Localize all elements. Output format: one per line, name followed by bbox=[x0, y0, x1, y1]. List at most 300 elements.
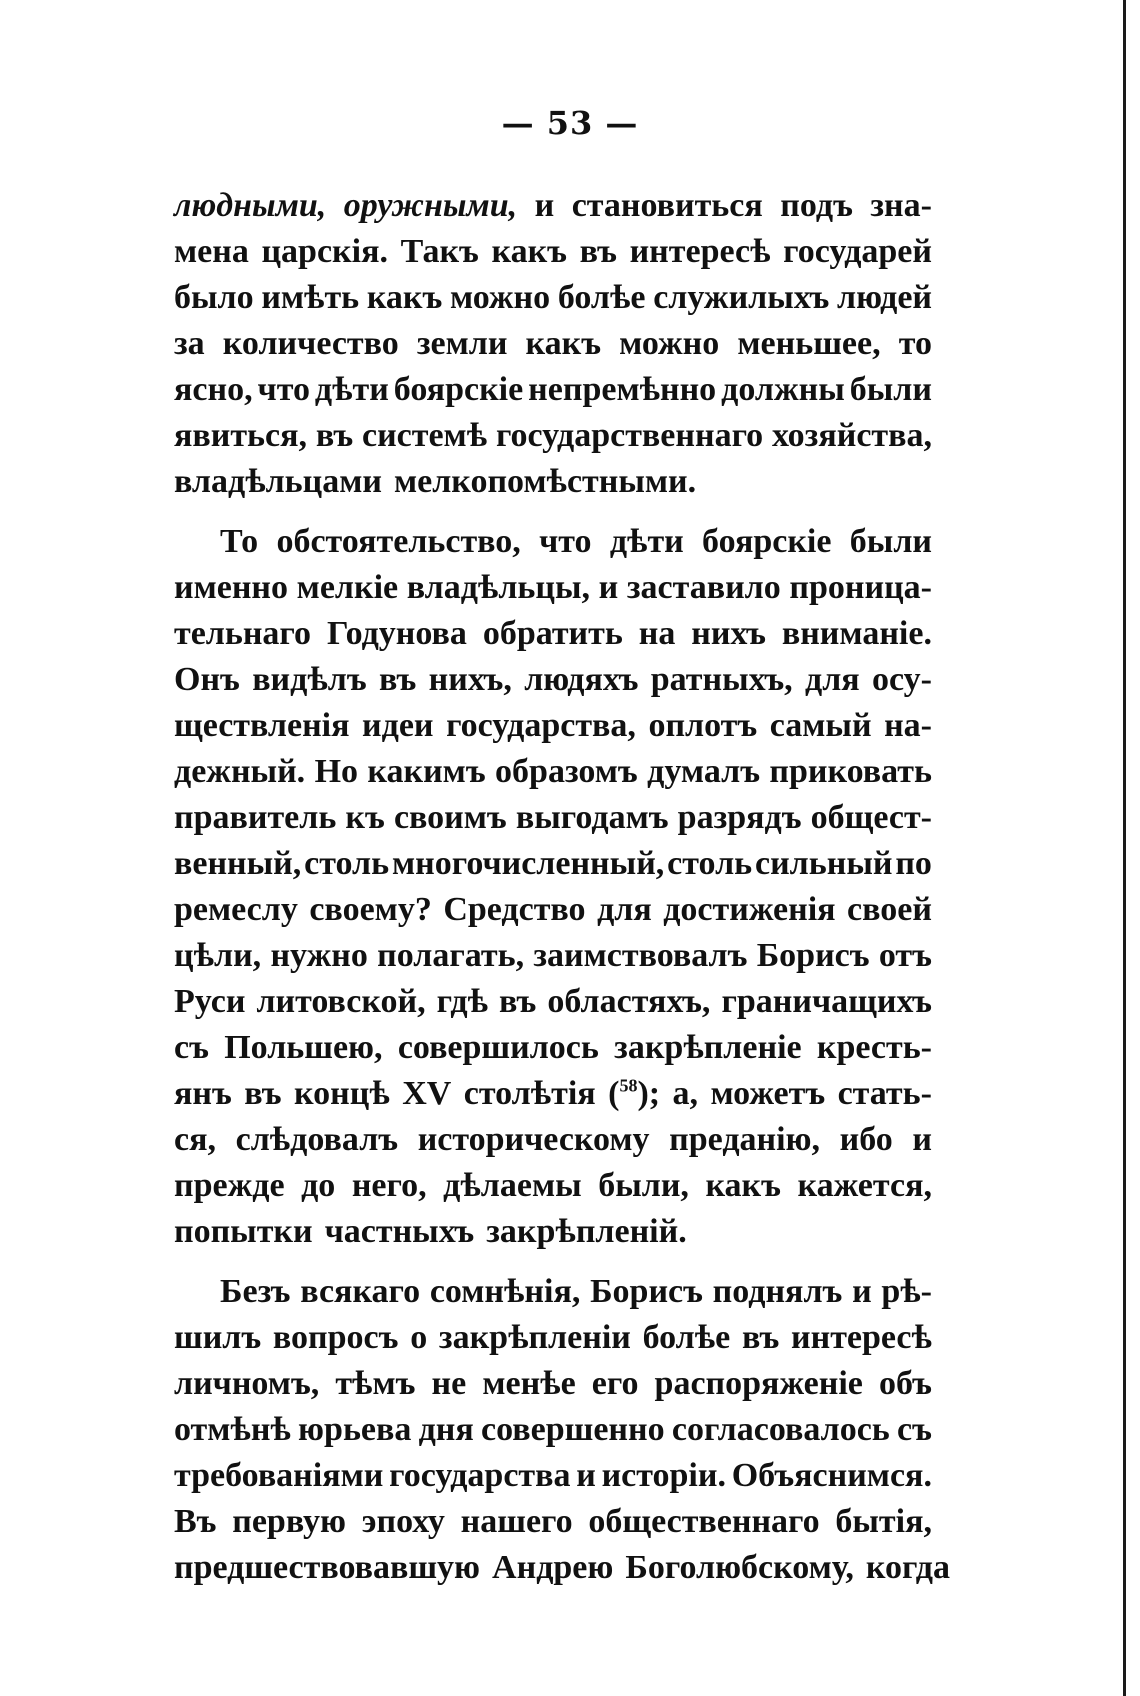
word bbox=[592, 1361, 639, 1407]
word-text: когда bbox=[865, 1549, 950, 1586]
word-text: системѣ bbox=[361, 417, 488, 454]
word-text: нужно bbox=[270, 937, 368, 974]
word bbox=[220, 1269, 290, 1315]
word bbox=[737, 321, 880, 367]
word-text: въ bbox=[741, 1319, 780, 1356]
word bbox=[653, 275, 829, 321]
word-text: общест- bbox=[810, 799, 932, 836]
word-text: дѣлаемы bbox=[443, 1167, 582, 1204]
word bbox=[610, 519, 684, 565]
word-text: предшествовавшую bbox=[174, 1549, 481, 1586]
text-line bbox=[174, 565, 932, 611]
text-line bbox=[174, 979, 932, 1025]
word bbox=[223, 321, 399, 367]
word-text: цѣли, bbox=[174, 937, 262, 974]
word bbox=[872, 657, 932, 703]
word-text: отъ bbox=[878, 937, 932, 974]
word bbox=[791, 1315, 932, 1361]
word-text: по bbox=[895, 845, 932, 882]
word-text: Средство bbox=[443, 891, 586, 928]
word-text: въ bbox=[315, 417, 354, 454]
word bbox=[174, 749, 305, 795]
word bbox=[174, 795, 336, 841]
word bbox=[392, 841, 664, 887]
word-text: Борисъ bbox=[590, 1273, 703, 1310]
word-text: своей bbox=[847, 891, 932, 928]
word bbox=[619, 321, 719, 367]
text-line bbox=[174, 841, 932, 887]
word bbox=[590, 1269, 703, 1315]
word bbox=[576, 1453, 596, 1499]
word bbox=[276, 519, 520, 565]
word-text: заимствовалъ bbox=[533, 937, 748, 974]
word bbox=[327, 611, 467, 657]
word-text: не bbox=[431, 1365, 467, 1402]
word-text: мелкопомѣстными. bbox=[393, 463, 697, 500]
word bbox=[798, 1163, 932, 1209]
word-text: болѣе bbox=[557, 279, 646, 316]
word bbox=[599, 565, 619, 611]
text-line bbox=[174, 749, 932, 795]
word bbox=[220, 519, 258, 565]
word bbox=[558, 275, 646, 321]
word bbox=[362, 413, 487, 459]
word-text: къ bbox=[345, 799, 385, 836]
word bbox=[236, 1117, 398, 1163]
word bbox=[899, 321, 932, 367]
text-line bbox=[174, 1209, 932, 1255]
text-line bbox=[174, 1315, 932, 1361]
word-text: тельнаго bbox=[174, 615, 312, 652]
paragraph-gap bbox=[174, 1255, 932, 1269]
word-text: болѣе bbox=[642, 1319, 731, 1356]
word bbox=[174, 275, 254, 321]
word-text: Борисъ bbox=[756, 937, 870, 974]
word-text: обстоятельство, bbox=[276, 523, 521, 560]
word bbox=[335, 1361, 415, 1407]
word bbox=[647, 749, 760, 795]
word bbox=[345, 795, 384, 841]
word bbox=[805, 657, 860, 703]
text-line bbox=[174, 183, 932, 229]
word-text: владѣльцами bbox=[174, 463, 382, 500]
word-text: кажется, bbox=[797, 1167, 932, 1204]
word-text: какимъ bbox=[367, 753, 486, 790]
word bbox=[309, 887, 431, 933]
word-text: ся, bbox=[174, 1121, 216, 1158]
word bbox=[772, 413, 932, 459]
word-text: первую bbox=[232, 1503, 347, 1540]
word-text: Объяснимся. bbox=[731, 1457, 932, 1494]
text-line bbox=[174, 321, 932, 367]
word-text: столь bbox=[304, 845, 390, 882]
word-text: царскія. bbox=[261, 233, 388, 270]
paragraph-gap bbox=[174, 505, 932, 519]
word-text: какъ bbox=[705, 1167, 781, 1204]
word-text: отмѣнѣ bbox=[174, 1411, 291, 1448]
word bbox=[432, 1361, 467, 1407]
word bbox=[174, 183, 326, 229]
word bbox=[297, 565, 398, 611]
word-text: были bbox=[849, 523, 932, 560]
word bbox=[464, 1071, 596, 1117]
word-text: вопросъ bbox=[272, 1319, 399, 1356]
word-text: зна- bbox=[870, 187, 932, 224]
text-line bbox=[174, 519, 932, 565]
word bbox=[224, 1025, 382, 1071]
word-text: въ bbox=[499, 983, 537, 1020]
text-line bbox=[174, 1269, 932, 1315]
word bbox=[244, 1071, 281, 1117]
word bbox=[643, 1315, 731, 1361]
word-text: о bbox=[410, 1319, 428, 1356]
word bbox=[702, 519, 831, 565]
text-line bbox=[174, 229, 932, 275]
word-text: боярскіе bbox=[702, 523, 832, 560]
word-text: владѣльцы, bbox=[406, 569, 591, 606]
word bbox=[850, 519, 932, 565]
word-text: выгодамъ bbox=[515, 799, 669, 836]
word-text: своему? bbox=[309, 891, 432, 928]
word-text: ясно, bbox=[174, 371, 253, 408]
word bbox=[174, 229, 249, 275]
text-line bbox=[174, 1163, 932, 1209]
word bbox=[174, 703, 350, 749]
word-text: на bbox=[638, 615, 676, 652]
text-line bbox=[174, 657, 932, 703]
word bbox=[401, 229, 479, 275]
word bbox=[417, 321, 508, 367]
word-text: него, bbox=[351, 1167, 427, 1204]
word-text: на- bbox=[884, 707, 932, 744]
word bbox=[316, 413, 353, 459]
word-text: мелкіе bbox=[296, 569, 399, 606]
word bbox=[174, 1407, 291, 1453]
word-text: ратныхъ, bbox=[650, 661, 793, 698]
word-text: и bbox=[912, 1121, 932, 1158]
word bbox=[492, 1545, 613, 1591]
word bbox=[789, 565, 932, 611]
word-text: разрядъ bbox=[677, 799, 802, 836]
word-text: дѣти bbox=[609, 523, 684, 560]
word-text: людяхъ bbox=[524, 661, 639, 698]
word bbox=[394, 795, 507, 841]
word bbox=[232, 1499, 346, 1545]
text-line bbox=[174, 703, 932, 749]
word bbox=[174, 459, 382, 505]
word bbox=[870, 183, 932, 229]
word bbox=[325, 1209, 475, 1255]
word bbox=[174, 887, 298, 933]
word bbox=[588, 1499, 819, 1545]
word bbox=[298, 1407, 411, 1453]
word-text: какъ bbox=[525, 325, 602, 362]
word-text: съ bbox=[174, 1029, 209, 1066]
word bbox=[430, 1269, 581, 1315]
paragraph bbox=[174, 519, 932, 1255]
word bbox=[482, 1361, 575, 1407]
word-text: хозяйства, bbox=[771, 417, 932, 454]
word bbox=[174, 1163, 285, 1209]
word-text: интересѣ bbox=[629, 233, 771, 270]
word-text: боярскіе bbox=[393, 371, 524, 408]
word-text: подъ bbox=[780, 187, 853, 224]
word-text: закрѣпленій. bbox=[486, 1213, 687, 1250]
word-text: было bbox=[174, 279, 254, 316]
word-text: бытія, bbox=[835, 1503, 932, 1540]
word bbox=[895, 841, 932, 887]
word-text: ибо bbox=[839, 1121, 893, 1158]
word bbox=[174, 1209, 313, 1255]
word bbox=[780, 183, 853, 229]
text-line bbox=[174, 1361, 932, 1407]
word-text: нихъ, bbox=[428, 661, 512, 698]
word bbox=[315, 749, 358, 795]
word-text: концѣ bbox=[294, 1075, 390, 1112]
word-text: Боголюбскому, bbox=[625, 1549, 854, 1586]
word bbox=[174, 321, 205, 367]
word-text: закрѣпленіи bbox=[438, 1319, 631, 1356]
word-text: заставило bbox=[626, 569, 781, 606]
word-text: исторіи. bbox=[601, 1457, 726, 1494]
word-text: Въ bbox=[174, 1503, 217, 1540]
word bbox=[710, 1071, 825, 1117]
word bbox=[678, 795, 802, 841]
word-text: нихъ bbox=[691, 615, 766, 652]
word bbox=[294, 1071, 390, 1117]
word-text: были, bbox=[598, 1167, 689, 1204]
word-text: людными, bbox=[174, 187, 327, 224]
word-text: нашего bbox=[460, 1503, 573, 1540]
word bbox=[879, 933, 932, 979]
word-text: его bbox=[591, 1365, 639, 1402]
word-text: явиться, bbox=[174, 417, 308, 454]
word bbox=[524, 657, 638, 703]
word-text: были bbox=[849, 371, 932, 408]
word bbox=[174, 611, 311, 657]
word bbox=[912, 1117, 932, 1163]
word-text: тѣмъ bbox=[335, 1365, 416, 1402]
word bbox=[770, 703, 872, 749]
text-line bbox=[174, 367, 932, 413]
text-line bbox=[174, 1453, 932, 1499]
word bbox=[630, 229, 771, 275]
word-text: и bbox=[852, 1273, 872, 1310]
word-text: попытки bbox=[174, 1213, 313, 1250]
word-text: столѣтія bbox=[463, 1075, 596, 1112]
word-text: своимъ bbox=[393, 799, 507, 836]
word bbox=[492, 229, 568, 275]
text-line bbox=[174, 1545, 950, 1591]
word bbox=[811, 795, 932, 841]
word-text: земли bbox=[416, 325, 508, 362]
word-text: ществленія bbox=[174, 707, 350, 744]
word bbox=[625, 1545, 854, 1591]
word bbox=[315, 367, 389, 413]
word-text: янъ bbox=[174, 1075, 232, 1112]
word-text: сильный bbox=[755, 845, 893, 882]
word bbox=[443, 1163, 581, 1209]
word-text: меньшее, bbox=[737, 325, 881, 362]
word bbox=[655, 1361, 863, 1407]
word bbox=[174, 1453, 383, 1499]
word-text: достиженія bbox=[663, 891, 836, 928]
word bbox=[673, 1071, 699, 1117]
word-text: столь bbox=[667, 845, 753, 882]
word bbox=[817, 1025, 932, 1071]
word bbox=[672, 1407, 890, 1453]
word bbox=[174, 1499, 217, 1545]
paragraph bbox=[174, 183, 932, 505]
word bbox=[721, 979, 932, 1025]
word bbox=[261, 229, 388, 275]
word bbox=[256, 979, 425, 1025]
word bbox=[174, 1361, 319, 1407]
word-text: менѣе bbox=[482, 1365, 576, 1402]
word-text: приковать bbox=[769, 753, 932, 790]
word bbox=[526, 321, 602, 367]
word bbox=[663, 887, 835, 933]
word-text: въ bbox=[579, 233, 617, 270]
word-text: венный, bbox=[174, 845, 302, 882]
word-text: Но bbox=[314, 753, 359, 790]
word bbox=[450, 275, 550, 321]
text-line bbox=[174, 1071, 932, 1117]
word-text: дежный. bbox=[174, 753, 306, 790]
word-text: и bbox=[598, 569, 619, 606]
word bbox=[528, 367, 716, 413]
word bbox=[651, 657, 793, 703]
word bbox=[499, 979, 536, 1025]
word-text: многочисленный, bbox=[391, 845, 665, 882]
word bbox=[852, 1269, 872, 1315]
word-text: въ bbox=[378, 661, 417, 698]
word-text: всякаго bbox=[300, 1273, 421, 1310]
word bbox=[367, 749, 485, 795]
word bbox=[783, 229, 932, 275]
word-text: кресть- bbox=[816, 1029, 932, 1066]
word bbox=[174, 841, 301, 887]
word-text: Польшею, bbox=[224, 1029, 383, 1066]
word bbox=[897, 1407, 932, 1453]
word-text: служилыхъ bbox=[653, 279, 830, 316]
text-line bbox=[174, 1407, 932, 1453]
word-text: частныхъ bbox=[324, 1213, 475, 1250]
word-text: совершенно bbox=[481, 1411, 665, 1448]
word-text: количество bbox=[222, 325, 399, 362]
text-line bbox=[174, 275, 932, 321]
word-text: самый bbox=[769, 707, 872, 744]
word-text: гдѣ bbox=[436, 983, 488, 1020]
word bbox=[174, 979, 245, 1025]
word-text: граничащихъ bbox=[721, 983, 932, 1020]
word bbox=[742, 1315, 779, 1361]
word bbox=[439, 1315, 631, 1361]
word bbox=[837, 275, 932, 321]
word bbox=[252, 657, 366, 703]
word-text: вниманіе. bbox=[781, 615, 932, 652]
word bbox=[598, 1163, 689, 1209]
word bbox=[627, 565, 781, 611]
word-text: совершилось bbox=[397, 1029, 599, 1066]
word bbox=[835, 1499, 932, 1545]
word bbox=[705, 1163, 781, 1209]
word bbox=[304, 841, 389, 887]
word-text: объ bbox=[878, 1365, 932, 1402]
word-text: XV bbox=[402, 1075, 452, 1112]
word bbox=[437, 979, 488, 1025]
word-text: Безъ bbox=[220, 1273, 291, 1310]
word bbox=[483, 611, 623, 657]
word-text: государей bbox=[783, 233, 932, 270]
word bbox=[721, 367, 845, 413]
word bbox=[344, 183, 517, 229]
word-text: съ bbox=[897, 1411, 932, 1448]
word-text: обратить bbox=[482, 615, 623, 652]
word-text: государственнаго bbox=[495, 417, 764, 454]
word bbox=[884, 703, 932, 749]
word-text: преданію, bbox=[669, 1121, 821, 1158]
word bbox=[261, 275, 359, 321]
word-text: какъ bbox=[491, 233, 567, 270]
word bbox=[608, 1071, 660, 1117]
word bbox=[174, 1545, 480, 1591]
word-text: становиться bbox=[571, 187, 763, 224]
word-text: для bbox=[805, 661, 860, 698]
word-text: а, bbox=[672, 1075, 699, 1112]
word-text: людей bbox=[837, 279, 932, 316]
word bbox=[495, 749, 638, 795]
word-text: и bbox=[576, 1457, 596, 1494]
word bbox=[407, 565, 590, 611]
word-text: ( bbox=[608, 1075, 620, 1112]
word bbox=[418, 1117, 650, 1163]
text-line bbox=[174, 413, 932, 459]
footnote-marker: 58 bbox=[619, 1075, 638, 1096]
word bbox=[755, 841, 892, 887]
word-text: образомъ bbox=[495, 753, 638, 790]
word bbox=[572, 183, 763, 229]
word bbox=[394, 367, 523, 413]
word bbox=[443, 887, 585, 933]
word-text: личномъ, bbox=[174, 1365, 320, 1402]
word bbox=[300, 1269, 420, 1315]
word-text: полагать, bbox=[377, 937, 525, 974]
word bbox=[602, 1453, 726, 1499]
page-number: — 53 — bbox=[501, 104, 639, 142]
word-text: за bbox=[174, 325, 205, 362]
word-text: историческому bbox=[417, 1121, 650, 1158]
word bbox=[850, 367, 932, 413]
word bbox=[389, 1453, 570, 1499]
word bbox=[174, 565, 288, 611]
word-text: требованіями bbox=[174, 1457, 384, 1494]
word bbox=[352, 1163, 427, 1209]
word-text: въ bbox=[244, 1075, 282, 1112]
word bbox=[394, 459, 696, 505]
word-text: можетъ bbox=[710, 1075, 826, 1112]
word-text: до bbox=[301, 1167, 336, 1204]
word-text: то bbox=[898, 325, 932, 362]
word bbox=[516, 795, 669, 841]
word bbox=[769, 749, 932, 795]
word bbox=[879, 1361, 932, 1407]
word-text: именно bbox=[174, 569, 289, 606]
word-text: Годунова bbox=[326, 615, 467, 652]
word-text: государства, bbox=[446, 707, 636, 744]
word-text: прежде bbox=[174, 1167, 285, 1204]
word-text: дѣти bbox=[314, 371, 389, 408]
